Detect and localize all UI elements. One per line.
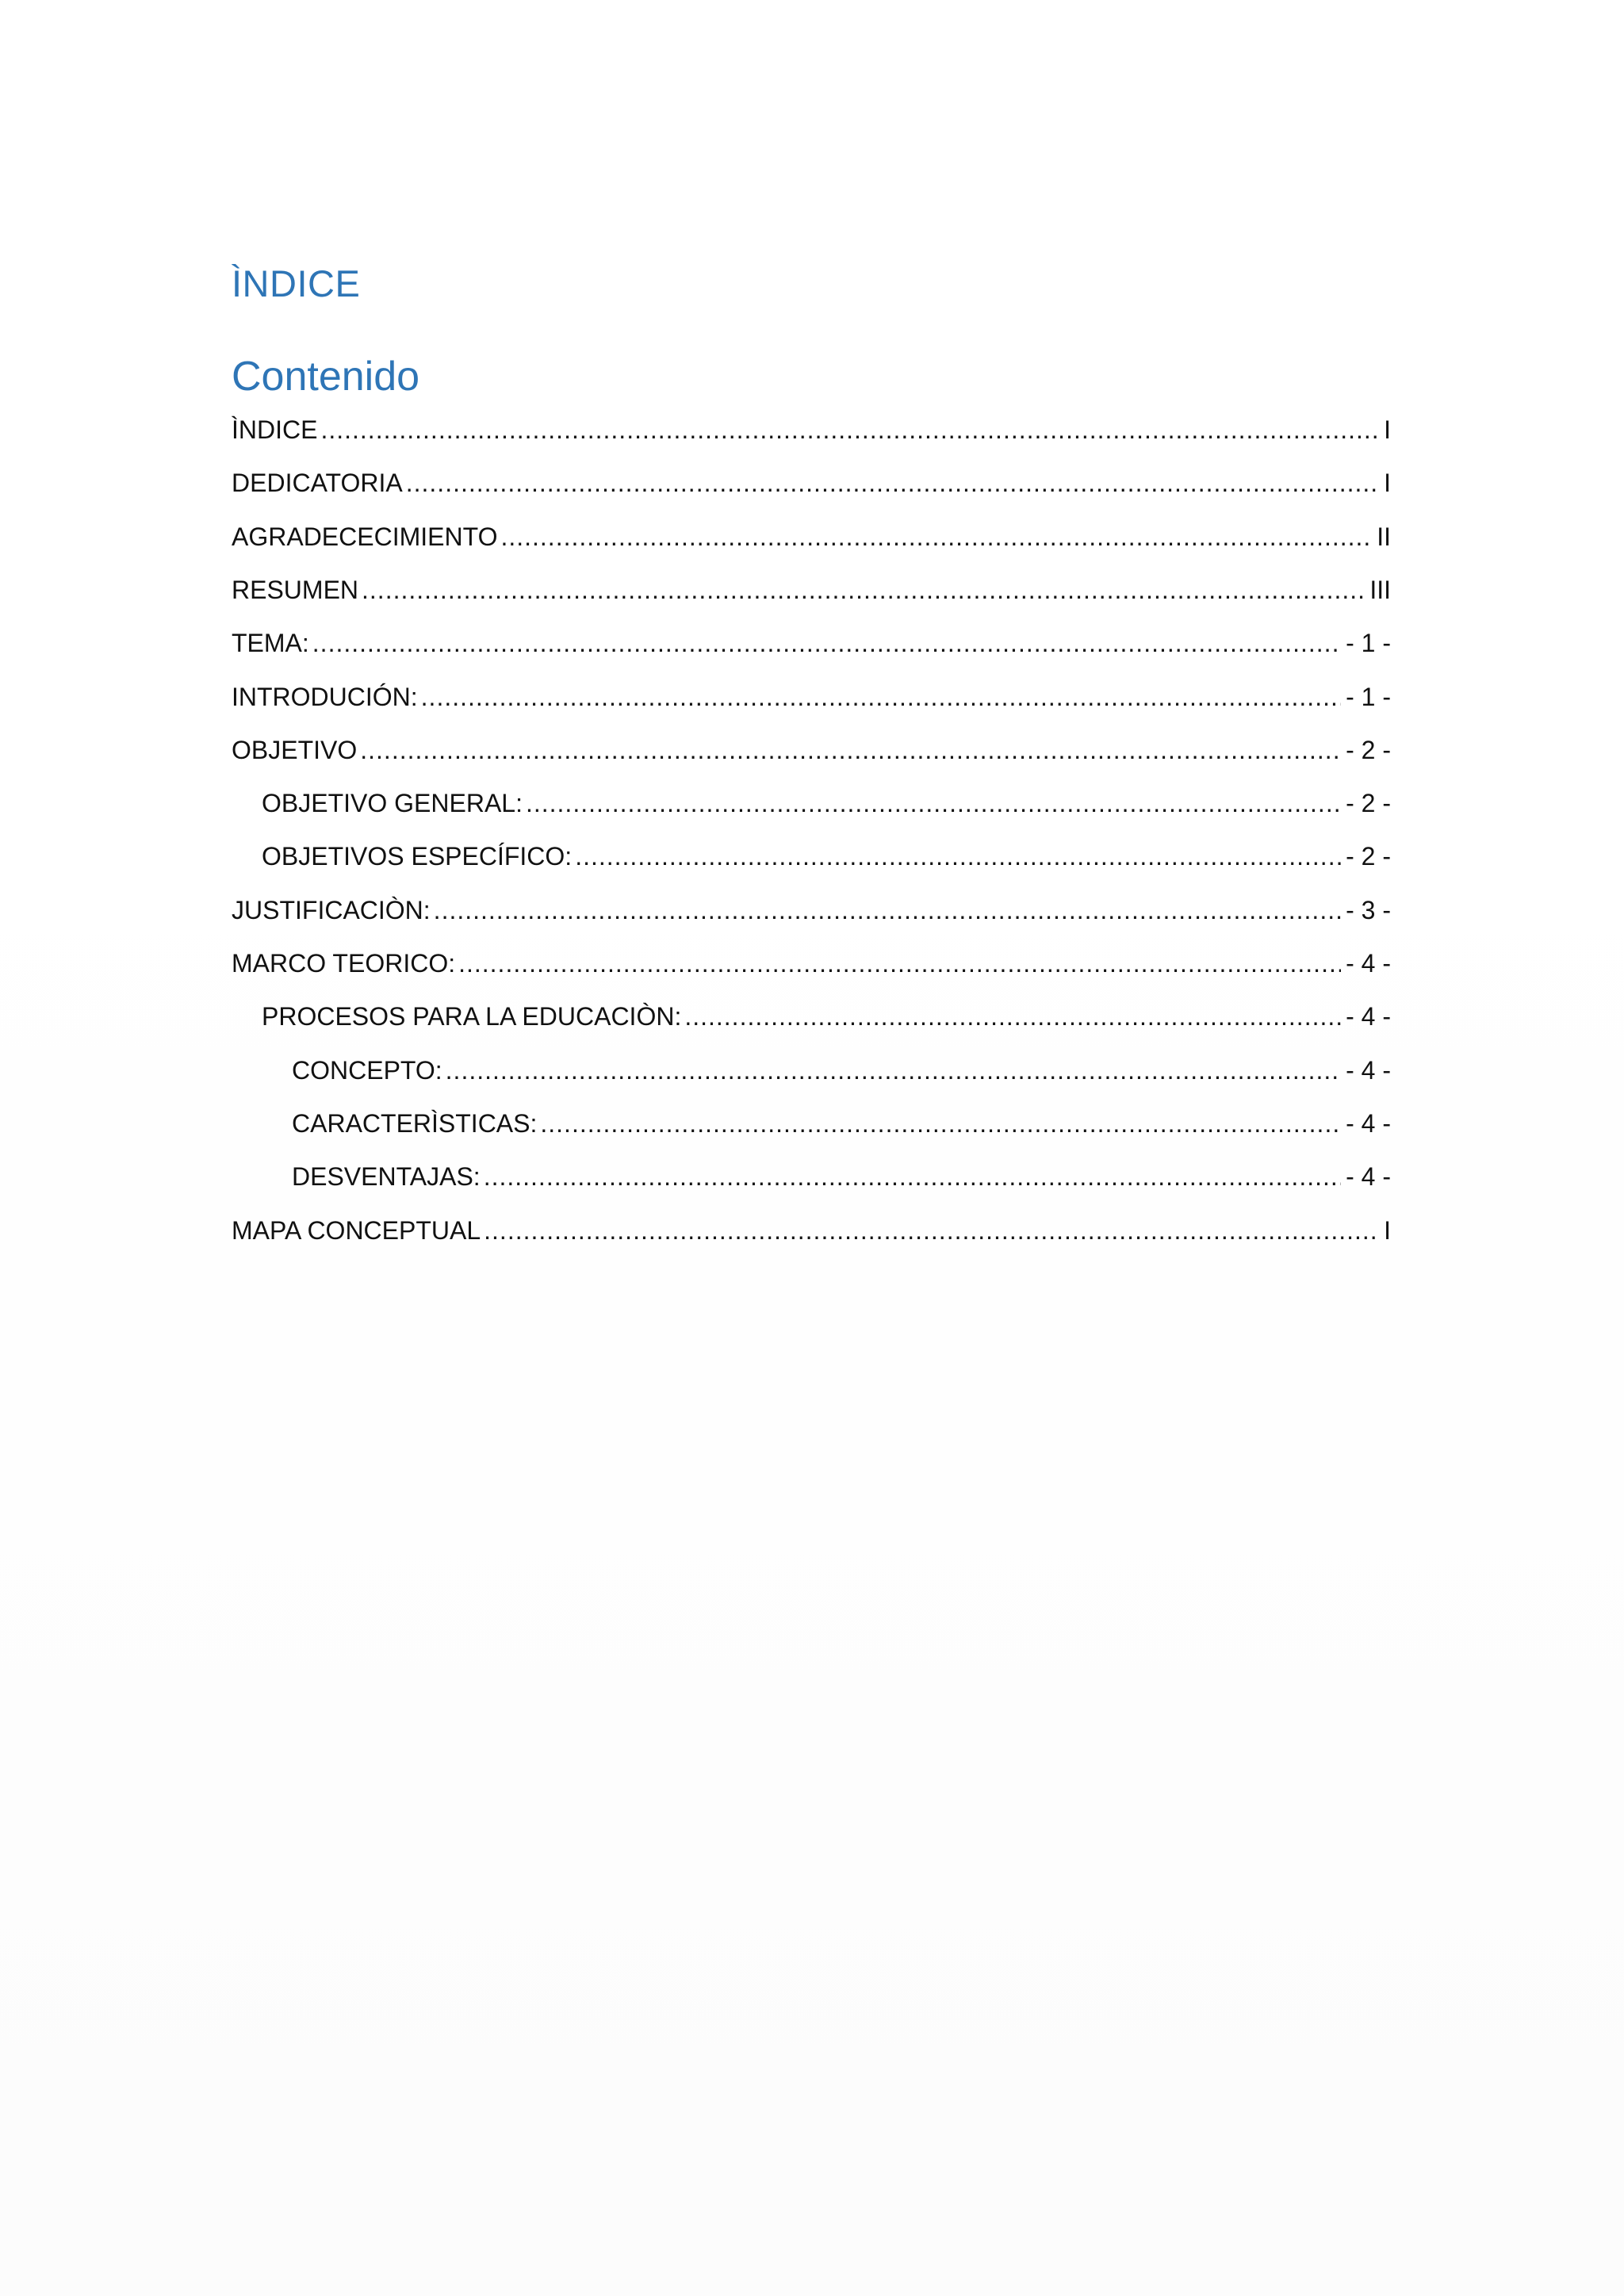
- toc-dot-leader: [362, 572, 1365, 607]
- toc-dot-leader: [526, 786, 1341, 821]
- toc-entry[interactable]: [232, 1213, 1391, 1248]
- toc-entry-label: DESVENTAJAS:: [292, 1162, 481, 1191]
- toc-entry-page-number: - 2 -: [1346, 736, 1391, 764]
- toc-entry-page-number: - 1 -: [1346, 683, 1391, 711]
- toc-entry-label: DEDICATORIA: [232, 469, 403, 497]
- toc-dot-leader: [684, 999, 1341, 1034]
- toc-entry[interactable]: [232, 572, 1391, 607]
- toc-dot-leader: [446, 1053, 1341, 1088]
- toc-entry-label: MARCO TEORICO:: [232, 949, 456, 978]
- toc-entry[interactable]: [232, 733, 1391, 767]
- toc-entry-page-number: I: [1384, 469, 1391, 497]
- toc-entry-label: PROCESOS PARA LA EDUCACIÒN:: [262, 1002, 682, 1031]
- toc-entry[interactable]: [232, 519, 1391, 554]
- toc-entry-label: JUSTIFICACIÒN:: [232, 896, 431, 924]
- toc-entry-page-number: I: [1384, 415, 1391, 444]
- toc-entry[interactable]: [232, 412, 1391, 447]
- toc-entry-page-number: - 4 -: [1346, 1162, 1391, 1191]
- toc-entry-label: CARACTERÌSTICAS:: [292, 1109, 538, 1138]
- toc-entry[interactable]: [292, 1159, 1391, 1194]
- toc-entry-page-number: - 1 -: [1346, 629, 1391, 657]
- toc-entry-label: MAPA CONCEPTUAL: [232, 1216, 481, 1245]
- toc-dot-leader: [312, 626, 1341, 660]
- toc-entry-page-number: - 3 -: [1346, 896, 1391, 924]
- toc-entry[interactable]: [262, 839, 1391, 874]
- page-title: ÌNDICE: [232, 262, 361, 304]
- toc-entry-label: OBJETIVO: [232, 736, 358, 764]
- toc-entry-label: AGRADECECIMIENTO: [232, 522, 498, 551]
- toc-entry-page-number: - 4 -: [1346, 1002, 1391, 1031]
- toc-entry-page-number: - 2 -: [1346, 789, 1391, 817]
- toc-dot-leader: [421, 679, 1341, 714]
- toc-entry[interactable]: [232, 679, 1391, 714]
- toc-entry[interactable]: [292, 1053, 1391, 1088]
- toc-entry-label: OBJETIVO GENERAL:: [262, 789, 523, 817]
- toc-entry-label: CONCEPTO:: [292, 1056, 442, 1085]
- toc-entry[interactable]: [262, 786, 1391, 821]
- toc-dot-leader: [458, 946, 1341, 981]
- toc-entry-page-number: - 4 -: [1346, 1056, 1391, 1085]
- toc-entry-label: RESUMEN: [232, 576, 359, 604]
- toc-dot-leader: [575, 839, 1341, 874]
- toc-entry-label: ÌNDICE: [232, 415, 318, 444]
- toc-entry[interactable]: [232, 893, 1391, 928]
- toc-entry[interactable]: [292, 1106, 1391, 1141]
- toc-dot-leader: [360, 733, 1341, 767]
- toc-entry-page-number: - 4 -: [1346, 1109, 1391, 1138]
- toc-entry-page-number: I: [1384, 1216, 1391, 1245]
- toc-entry-label: TEMA:: [232, 629, 309, 657]
- toc-dot-leader: [320, 412, 1379, 447]
- toc-dot-leader: [484, 1159, 1341, 1194]
- toc-entry-label: INTRODUCIÓN:: [232, 683, 418, 711]
- toc-entry-page-number: III: [1369, 576, 1391, 604]
- toc-entry-page-number: - 4 -: [1346, 949, 1391, 978]
- toc-entry-page-number: - 2 -: [1346, 842, 1391, 871]
- toc-dot-leader: [484, 1213, 1379, 1248]
- toc-entry-label: OBJETIVOS ESPECÍFICO:: [262, 842, 573, 871]
- toc-dot-leader: [540, 1106, 1341, 1141]
- toc-entry[interactable]: [232, 465, 1391, 500]
- toc-dot-leader: [434, 893, 1341, 928]
- toc-entry[interactable]: [262, 999, 1391, 1034]
- toc-dot-leader: [500, 519, 1372, 554]
- toc-entry[interactable]: [232, 626, 1391, 660]
- toc-entry[interactable]: [232, 946, 1391, 981]
- toc-dot-leader: [406, 465, 1379, 500]
- toc-heading: Contenido: [232, 354, 420, 400]
- toc-entry-page-number: II: [1377, 522, 1391, 551]
